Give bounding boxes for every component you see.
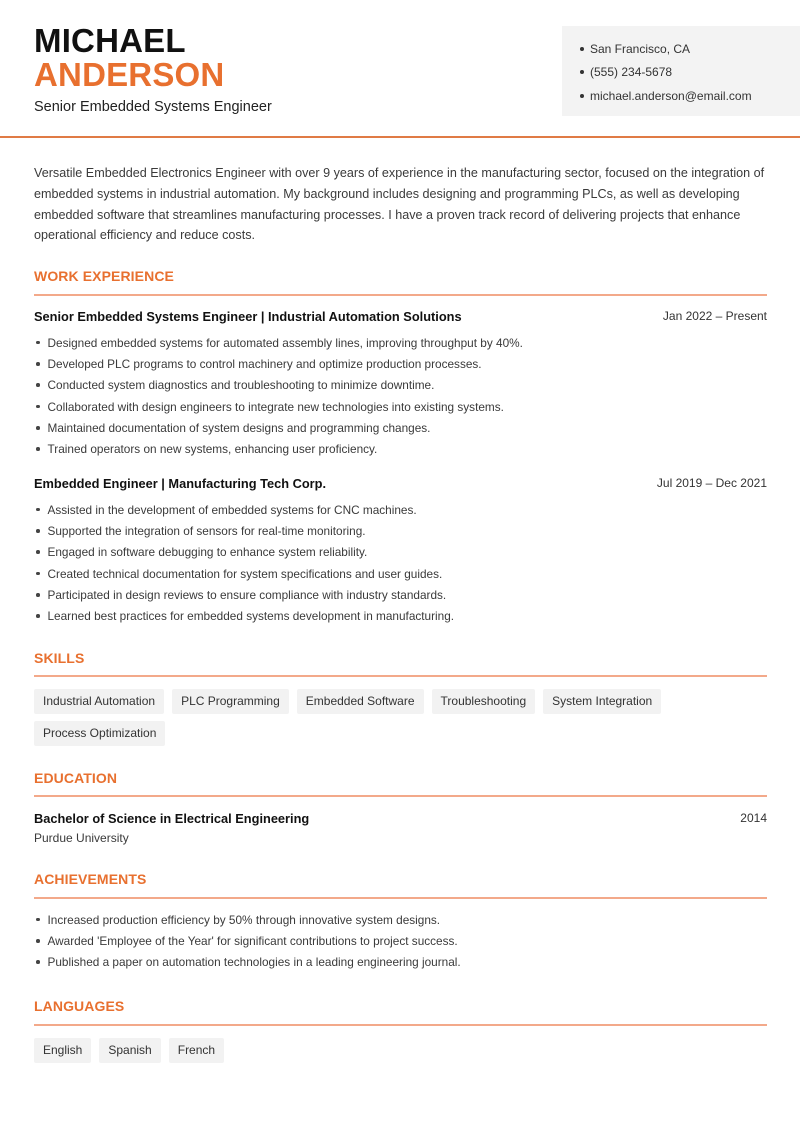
resume-header <box>0 0 800 138</box>
skill-tag: System Integration <box>543 689 661 714</box>
graduation-year: 2014 <box>740 811 767 825</box>
bullet-icon <box>36 550 40 554</box>
section-divider <box>34 675 767 677</box>
skill-tag: PLC Programming <box>172 689 289 714</box>
list-item: Created technical documentation for system specifications and user guides. <box>34 563 767 584</box>
contact-email: michael.anderson@email.com <box>580 84 800 108</box>
bullet-icon <box>36 960 40 964</box>
section-title-achievements: ACHIEVEMENTS <box>34 871 147 887</box>
bullet-icon <box>36 508 40 512</box>
list-item: Collaborated with design engineers to integrate new technologies into existing systems. <box>34 396 767 417</box>
first-name: MICHAEL <box>34 22 186 59</box>
job-dates: Jan 2022 – Present <box>662 309 767 323</box>
school-name: Purdue University <box>34 831 129 845</box>
skills-list <box>34 689 774 753</box>
bullet-icon <box>580 47 584 51</box>
degree: Bachelor of Science in Electrical Engineering <box>34 811 310 826</box>
job-bullets <box>34 332 767 460</box>
bullet-icon <box>580 70 584 74</box>
bullet-icon <box>36 405 40 409</box>
bullet-icon <box>36 593 40 597</box>
job-header <box>34 476 767 491</box>
bullet-icon <box>36 529 40 533</box>
bullet-icon <box>36 426 40 430</box>
bullet-icon <box>36 918 40 922</box>
bullet-icon <box>36 362 40 366</box>
list-item: Conducted system diagnostics and troubleshooting to minimize downtime. <box>34 375 767 396</box>
bullet-icon <box>36 447 40 451</box>
list-item: Published a paper on automation technologies in a leading engineering journal. <box>34 952 767 973</box>
list-item: Developed PLC programs to control machinery and optimize production processes. <box>34 353 767 374</box>
bullet-icon <box>36 614 40 618</box>
job-bullets <box>34 499 767 627</box>
languages-list <box>34 1038 774 1070</box>
section-title-education: EDUCATION <box>34 770 118 786</box>
contact-box <box>562 26 800 116</box>
skill-tag: Embedded Software <box>297 689 424 714</box>
language-tag: Spanish <box>99 1038 160 1063</box>
section-divider <box>34 294 767 296</box>
job-header <box>34 309 767 324</box>
skill-tag: Process Optimization <box>34 721 165 746</box>
list-item: Supported the integration of sensors for real-time monitoring. <box>34 520 767 541</box>
section-title-languages: LANGUAGES <box>34 998 125 1014</box>
section-divider <box>34 795 767 797</box>
contact-location: San Francisco, CA <box>580 37 800 61</box>
section-title-skills: SKILLS <box>34 650 85 666</box>
language-tag: English <box>34 1038 91 1063</box>
section-divider <box>34 897 767 899</box>
job-dates: Jul 2019 – Dec 2021 <box>656 476 767 490</box>
list-item: Engaged in software debugging to enhance system reliability. <box>34 542 767 563</box>
summary: Versatile Embedded Electronics Engineer with over 9 years of experience in the manufacturing sector, focused on the integration of embedded systems in industrial automation. My background includes designing and programming PLCs, as well as developing embedded software that streamlines manufacturing processes. I have a proven track record of delivering projects that enhance operational efficiency and reduce costs. <box>34 166 765 243</box>
list-item: Maintained documentation of system designs and programming changes. <box>34 417 767 438</box>
bullet-icon <box>36 341 40 345</box>
job-role: Senior Embedded Systems Engineer | Industrial Automation Solutions <box>34 309 462 324</box>
last-name: ANDERSON <box>34 56 225 93</box>
bullet-icon <box>36 572 40 576</box>
list-item: Assisted in the development of embedded systems for CNC machines. <box>34 499 767 520</box>
contact-phone: (555) 234-5678 <box>580 61 800 85</box>
job-title: Senior Embedded Systems Engineer <box>34 99 272 115</box>
list-item: Designed embedded systems for automated assembly lines, improving throughput by 40%. <box>34 332 767 353</box>
section-title-work: WORK EXPERIENCE <box>34 268 174 284</box>
list-item: Awarded 'Employee of the Year' for significant contributions to project success. <box>34 930 767 951</box>
education-header <box>34 811 767 826</box>
bullet-icon <box>580 94 584 98</box>
job-role: Embedded Engineer | Manufacturing Tech Corp. <box>34 476 327 491</box>
language-tag: French <box>169 1038 224 1063</box>
skill-tag: Troubleshooting <box>432 689 536 714</box>
bullet-icon <box>36 383 40 387</box>
achievements-list <box>34 909 767 973</box>
list-item: Trained operators on new systems, enhancing user proficiency. <box>34 438 767 459</box>
list-item: Increased production efficiency by 50% through innovative system designs. <box>34 909 767 930</box>
section-divider <box>34 1024 767 1026</box>
skill-tag: Industrial Automation <box>34 689 164 714</box>
bullet-icon <box>36 939 40 943</box>
list-item: Participated in design reviews to ensure compliance with industry standards. <box>34 584 767 605</box>
list-item: Learned best practices for embedded systems development in manufacturing. <box>34 605 767 626</box>
